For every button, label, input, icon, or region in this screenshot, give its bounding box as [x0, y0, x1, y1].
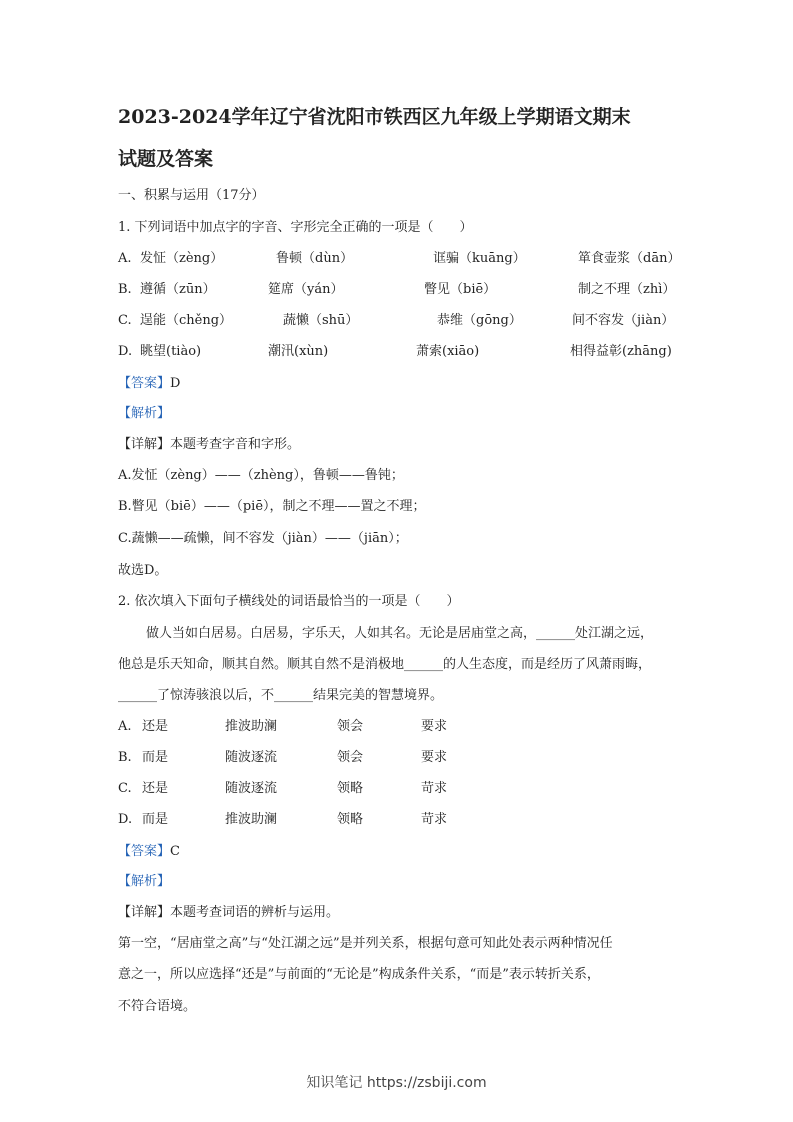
- option-item: 还是: [142, 719, 169, 734]
- option-item: 间不容发（jiàn）: [572, 313, 675, 328]
- option-item: 潮汛(xùn): [268, 344, 329, 359]
- q2-explain-line: 不符合语境。: [118, 999, 197, 1014]
- option-item: 苛求: [421, 781, 448, 796]
- title-line-1: 2023-2024学年辽宁省沈阳市铁西区九年级上学期语文期末: [118, 106, 631, 128]
- option-item: 萧索(xiāo): [416, 344, 480, 359]
- q1-explain-line: C.蔬懒——疏懒，间不容发（jiàn）——（jiān）；: [118, 531, 408, 546]
- question-2-stem: 2. 依次填入下面句子横线处的词语最恰当的一项是（ ）: [118, 594, 460, 609]
- answer-value: D: [170, 376, 181, 391]
- option-letter: A.: [118, 719, 132, 734]
- q2-passage-line: 做人当如白居易。白居易，字乐天，人如其名。无论是居庙堂之高，______处江湖之远，: [146, 626, 654, 641]
- option-item: 筵席（yán）: [268, 282, 344, 297]
- q1-answer: [118, 377, 180, 390]
- q2-passage-line: ______了惊涛骇浪以后，不______结果完美的智慧境界。: [118, 688, 444, 703]
- option-item: 领会: [337, 750, 364, 765]
- option-item: 随波逐流: [225, 750, 278, 765]
- option-item: 要求: [421, 719, 448, 734]
- answer-tag: 【答案】: [118, 844, 171, 859]
- option-item: 要求: [421, 750, 448, 765]
- option-item: 逞能（chěng）: [140, 313, 233, 328]
- detail-text: 本题考查词语的辨析与运用。: [170, 905, 340, 920]
- footer-watermark[interactable]: 知识笔记 https://zsbiji.com: [306, 1075, 487, 1091]
- title-line-2: 试题及答案: [118, 148, 214, 170]
- option-item: 制之不理（zhì）: [578, 282, 676, 297]
- option-item: 箪食壶浆（dān）: [578, 251, 681, 266]
- option-item: 相得益彰(zhāng): [570, 344, 672, 359]
- option-item: 而是: [142, 812, 169, 827]
- q1-analysis-tag: 【解析】: [118, 406, 171, 421]
- q2-answer: [118, 845, 180, 858]
- q1-detail: [118, 438, 300, 451]
- q1-conclusion: 故选D。: [118, 563, 168, 578]
- q2-explain-line: 意之一，所以应选择“还是”与前面的“无论是”构成条件关系，“而是”表示转折关系，: [118, 967, 600, 982]
- option-item: 推波助澜: [225, 812, 278, 827]
- q2-explain-line: 第一空，“居庙堂之高”与“处江湖之远”是并列关系，根据句意可知此处表示两种情况任: [118, 936, 613, 951]
- option-letter: A.: [118, 251, 132, 266]
- option-letter: B.: [118, 282, 132, 297]
- answer-value: C: [170, 844, 180, 859]
- option-item: 发怔（zèng）: [140, 251, 224, 266]
- option-letter: C.: [118, 313, 132, 328]
- option-item: 而是: [142, 750, 169, 765]
- option-letter: D.: [118, 344, 133, 359]
- option-item: 苛求: [421, 812, 448, 827]
- option-item: 瞥见（biē）: [424, 282, 497, 297]
- q1-explain-line: A.发怔（zèng）——（zhèng），鲁顿——鲁钝；: [118, 468, 404, 483]
- q2-detail: [118, 906, 339, 919]
- detail-tag: 【详解】: [118, 437, 171, 452]
- question-1-stem: 1. 下列词语中加点字的字音、字形完全正确的一项是（ ）: [118, 220, 473, 235]
- option-item: 还是: [142, 781, 169, 796]
- answer-tag: 【答案】: [118, 376, 171, 391]
- option-item: 领会: [337, 719, 364, 734]
- option-item: 遵循（zūn）: [140, 282, 216, 297]
- section-heading: 一、积累与运用（17分）: [118, 188, 265, 203]
- option-item: 诓骗（kuāng）: [433, 251, 526, 266]
- q1-explain-line: B.瞥见（biē）——（piē），制之不理——置之不理；: [118, 499, 426, 514]
- option-letter: B.: [118, 750, 132, 765]
- detail-tag: 【详解】: [118, 905, 171, 920]
- option-letter: D.: [118, 812, 133, 827]
- option-letter: C.: [118, 781, 132, 796]
- option-item: 蔬懒（shū）: [283, 313, 359, 328]
- option-item: 领略: [337, 812, 364, 827]
- option-item: 鲁顿（dùn）: [276, 251, 354, 266]
- q2-analysis-tag: 【解析】: [118, 874, 171, 889]
- option-item: 恭维（gōng）: [437, 313, 522, 328]
- option-item: 眺望(tiào): [140, 344, 202, 359]
- detail-text: 本题考查字音和字形。: [170, 437, 301, 452]
- option-item: 随波逐流: [225, 781, 278, 796]
- option-item: 领略: [337, 781, 364, 796]
- q2-passage-line: 他总是乐天知命，顺其自然。顺其自然不是消极地______的人生态度，而是经历了风萧雨晦，: [118, 657, 652, 672]
- option-item: 推波助澜: [225, 719, 278, 734]
